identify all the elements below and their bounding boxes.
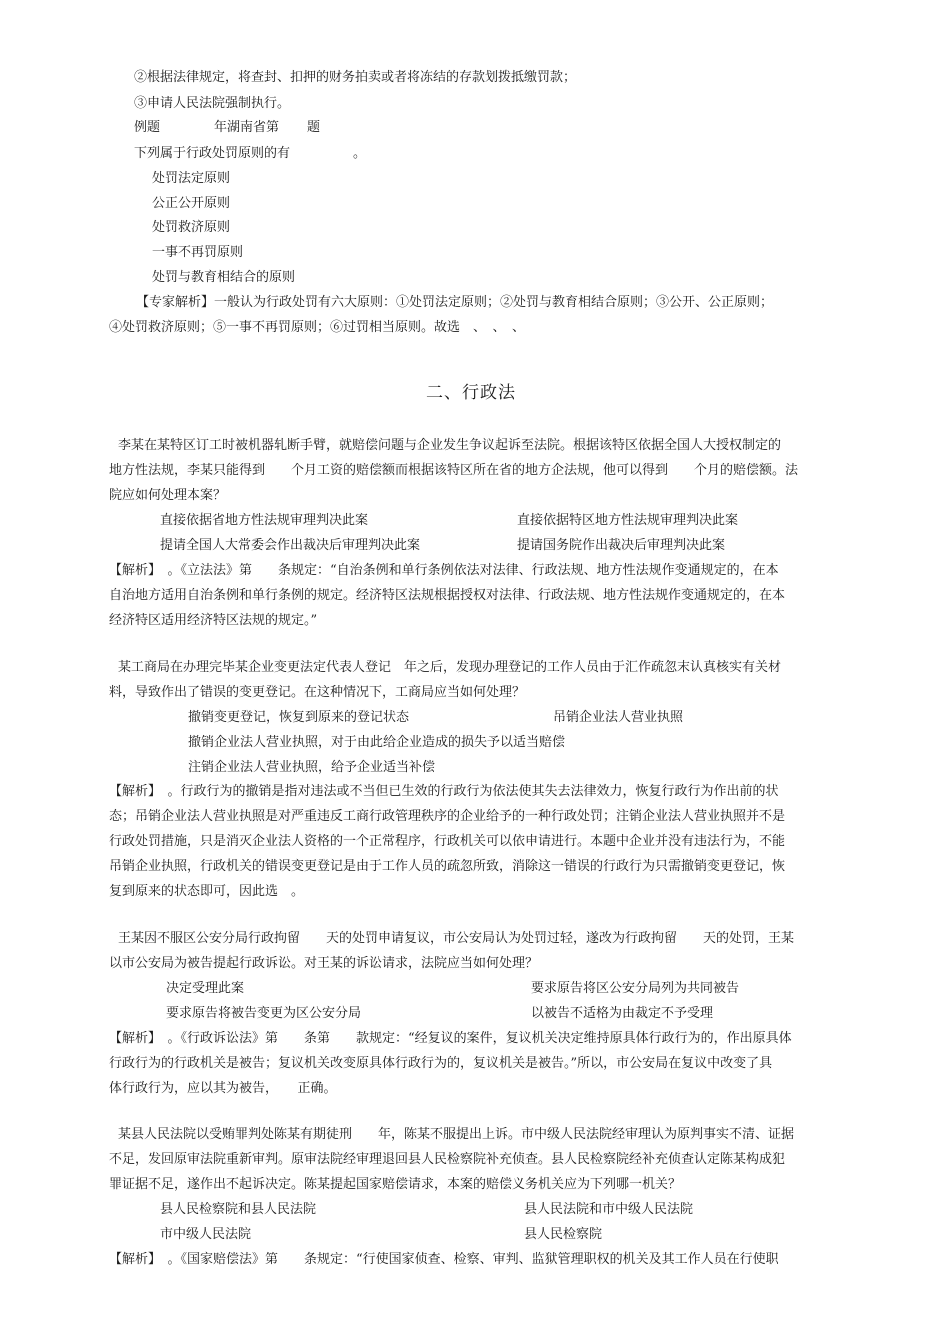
q2-option-d: 注销企业法人营业执照，给予企业适当补偿 [188,760,436,775]
expert-analysis-line-1: 【专家解析】一般认为行政处罚有六大原则：①处罚法定原则；②处罚与教育相结合原则；③公开、公正原则； [136,295,774,310]
q1-analysis-3: 经济特区适用经济特区法规的规定。” [109,613,318,628]
example-question: 下列属于行政处罚原则的有 [134,146,291,161]
q2-option-c: 撤销企业法人营业执照，对于由此给企业造成的损失予以适当赔偿 [188,735,566,750]
intro-item-3: ③申请人民法院强制执行。 [134,96,291,111]
option-e: 处罚与教育相结合的原则 [152,270,296,285]
example-label: 例题 [134,120,161,135]
q3-option-d: 以被告不适格为由裁定不予受理 [531,1006,714,1021]
option-c: 处罚救济原则 [152,220,231,235]
q2-analysis-1: 【解析】 。行政行为的撤销是指对违法或不当但已生效的行政行为依法使其失去法律效力，恢复行政行为作出前的状 [109,784,779,799]
q2-line-2: 料，导致作出了错误的变更登记。在这种情况下，工商局应当如何处理？ [109,685,526,700]
q1-option-b: 直接依据特区地方性法规审理判决此案 [517,513,739,528]
q4-line-1: 某县人民法院以受贿罪判处陈某有期徒刑 年，陈某不服提出上诉。市中级人民法院经审理认为原判事实不清、证据 [118,1127,795,1142]
q2-option-a: 撤销变更登记，恢复到原来的登记状态 [188,710,410,725]
q2-analysis-4: 吊销企业执照，行政机关的错误变更登记是由于工作人员的疏忽所致，消除这一错误的行政行为只需撤销变更登记，恢 [109,859,786,874]
q1-line-1: 李某在某特区订工时被机器轧断手臂，就赔偿问题与企业发生争议起诉至法院。根据该特区依据全国人大授权制定的 [118,438,782,453]
option-b: 公正公开原则 [152,196,231,211]
q1-line-2: 地方性法规，李某只能得到 个月工资的赔偿额而根据该特区所在省的地方企法规，他可以得到 个月的赔偿额。法 [109,463,799,478]
q3-analysis-2: 行政行为的行政机关是被告；复议机关改变原具体行政行为的，复议机关是被告。”所以，市公安局在复议中改变了具 [109,1056,773,1071]
q4-analysis-1: 【解析】 。《国家赔偿法》第 条规定：“行使国家侦查、检察、审判、监狱管理职权的机关及其工作人员在行使职 [109,1252,779,1267]
q3-option-b: 要求原告将区公安分局列为共同被告 [531,981,740,996]
q1-option-d: 提请国务院作出裁决后审理判决此案 [517,538,726,553]
q3-analysis-3: 体行政行为，应以其为被告， 正确。 [109,1081,337,1096]
q2-analysis-3: 行政处罚措施，只是消灭企业法人资格的一个正常程序，行政机关可以依申请进行。本题中企业并没有违法行为，不能 [109,834,786,849]
q2-line-1: 某工商局在办理完毕某企业变更法定代表人登记 年之后，发现办理登记的工作人员由于汇作疏忽末认真核实有关材 [118,660,782,675]
q2-analysis-5: 复到原来的状态即可，因此选 。 [109,884,305,899]
q3-line-2: 以市公安局为被告提起行政诉讼。对王某的诉讼请求，法院应当如何处理？ [109,956,539,971]
option-a: 处罚法定原则 [152,171,231,186]
q1-option-a: 直接依据省地方性法规审理判决此案 [160,513,369,528]
q1-analysis-2: 自治地方适用自治条例和单行条例的规定。经济特区法规根据授权对法律、行政法规、地方性法规作变通规定的，在本 [109,588,786,603]
intro-item-2: ②根据法律规定，将查封、扣押的财务拍卖或者将冻结的存款划拨抵缴罚款； [134,70,577,85]
q4-option-d: 县人民检察院 [524,1227,603,1242]
q1-analysis-1: 【解析】 。《立法法》第 条规定：“自治条例和单行条例依法对法律、行政法规、地方性法规作变通规定的，在本 [109,563,779,578]
q2-option-b: 吊销企业法人营业执照 [553,710,684,725]
q4-line-2: 不足，发回原审法院重新审判。原审法院经审理退回县人民检察院补充侦查。县人民检察院经补充侦查认定陈某构成犯 [109,1152,786,1167]
example-question-number: 题 [307,120,321,135]
q2-analysis-2: 态；吊销企业法人营业执照是对严重违反工商行政管理秩序的企业给予的一种行政处罚；注销企业法人营业执照并不是 [109,809,786,824]
q3-option-c: 要求原告将被告变更为区公安分局 [166,1006,362,1021]
q1-line-3: 院应如何处理本案？ [109,488,227,503]
example-year: 年湖南省第 [214,120,280,135]
q4-option-a: 县人民检察院和县人民法院 [160,1202,317,1217]
q4-line-3: 罪证据不足，遂作出不起诉决定。陈某提起国家赔偿请求，本案的赔偿义务机关应为下列哪一机关？ [109,1177,682,1192]
q1-option-c: 提请全国人大常委会作出裁决后审理判决此案 [160,538,421,553]
expert-analysis-line-2: ④处罚救济原则；⑤一事不再罚原则；⑥过罚相当原则。故选 、 、 、 [109,320,526,335]
option-d: 一事不再罚原则 [152,245,244,260]
q3-analysis-1: 【解析】 。《行政诉讼法》第 条第 款规定：“经复议的案件，复议机关决定维持原具体行政行为的，作出原具体 [109,1031,792,1046]
section-title: 二、行政法 [426,383,516,403]
example-question-end: 。 [353,146,367,161]
q3-line-1: 王某因不服区公安分局行政拘留 天的处罚申请复议，市公安局认为处罚过轻，遂改为行政拘留 天的处罚，王某 [118,931,795,946]
q4-option-b: 县人民法院和市中级人民法院 [524,1202,694,1217]
q4-option-c: 市中级人民法院 [160,1227,252,1242]
q3-option-a: 决定受理此案 [166,981,245,996]
